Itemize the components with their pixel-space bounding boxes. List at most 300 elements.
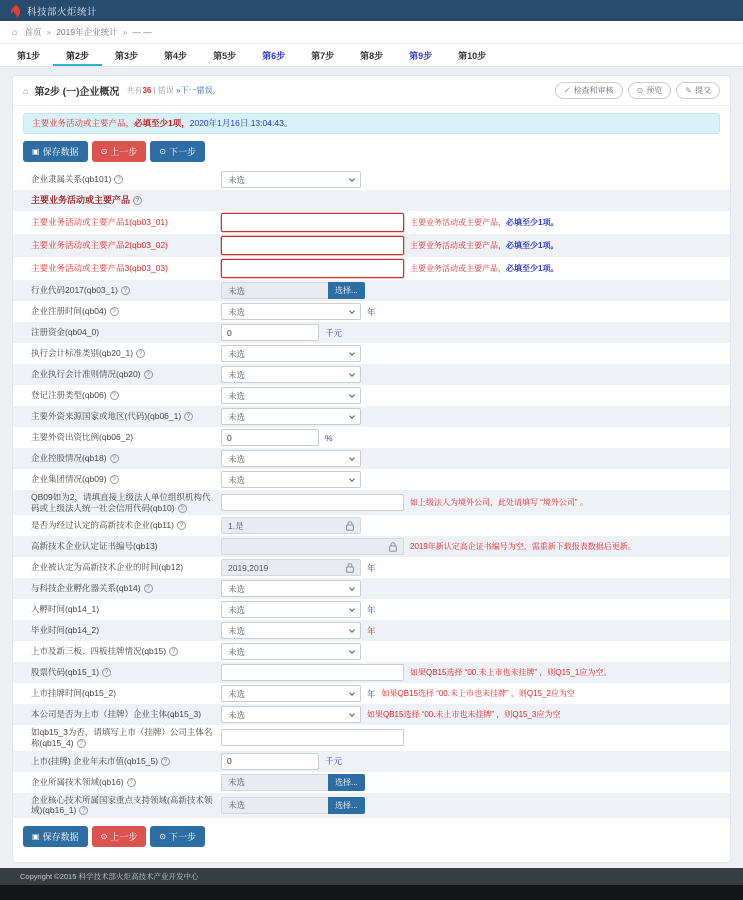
field-label-text: 主要业务活动或主要产品: [31, 194, 131, 205]
hint-text: 如果QB15选择 “00.未上市也未挂牌” ，则Q15_3应为空: [367, 709, 561, 719]
panel-header: [13, 76, 730, 106]
unit-label: 年: [367, 688, 376, 699]
footer-bottom-strip: [0, 885, 743, 900]
field-label-text: 企业集团情况(qb09): [31, 474, 107, 485]
prev-step-button-bottom[interactable]: [92, 826, 147, 847]
field-row-qb15_4: [13, 725, 730, 750]
hint-text: 如果QB15选择 “00.未上市也未挂牌” ，则Q15_2应为空: [381, 688, 575, 698]
selected-value: 未选: [228, 390, 246, 401]
field-label: [31, 263, 221, 274]
field-control: [221, 387, 720, 404]
field-hint: [410, 241, 558, 251]
field-row-qb20_1: [13, 343, 730, 364]
field-row-qb11: [13, 515, 730, 536]
field-label-text: 如qb15_3为否，请填写上市（挂牌）公司主体名称(qb15_4): [31, 727, 213, 748]
field-label-text: 行业代码2017(qb03_1): [31, 285, 118, 296]
field-label-text: 登记注册类型(qb06): [31, 390, 107, 401]
field-row-qb04: [13, 301, 730, 322]
tab-step-10[interactable]: 第10步: [458, 51, 487, 61]
field-row-qb04_0: [13, 322, 730, 343]
field-row-qb15_2: [13, 683, 730, 704]
unit-label: 年: [367, 625, 376, 636]
alert-text: 2020年1月16日 13:04:43。: [189, 118, 293, 128]
flame-logo-icon: [10, 4, 22, 18]
field-control: [221, 729, 720, 746]
field-row-qb15_1: [13, 662, 730, 683]
field-label-text: 与科技企业孵化器关系(qb14): [31, 583, 141, 594]
select-qb06[interactable]: [221, 387, 361, 404]
field-label: [31, 432, 221, 443]
field-label: [31, 474, 221, 485]
field-label-text: QB09如为2，请填直接上级法人单位组织机构代码或上级法人统一社会信用代码(qb10): [31, 492, 211, 513]
field-row-qb14_2: [13, 620, 730, 641]
field-label-text: 企业所属技术领域(qb16): [31, 776, 124, 787]
field-control: [221, 303, 720, 320]
field-label-text: 注册资金(qb04_0): [31, 327, 100, 338]
breadcrumb-home[interactable]: 首页: [24, 27, 42, 37]
hint-text: 如上级法人为境外公司，此处请填写 “境外公司” 。: [410, 497, 588, 507]
help-icon[interactable]: ?: [102, 668, 111, 677]
field-control: [221, 685, 720, 702]
field-row-qb15_5: [13, 751, 730, 772]
breadcrumb-separator: »: [46, 27, 52, 37]
selected-value: 未选: [228, 688, 246, 699]
prev-label: 上一步: [110, 147, 138, 158]
field-row-qb20: [13, 364, 730, 385]
picker-value-box: [221, 797, 328, 814]
select-qb15_3[interactable]: [221, 706, 361, 723]
save-data-button-bottom[interactable]: [23, 826, 88, 847]
select-qb15_2[interactable]: [221, 685, 361, 702]
tab-step-4[interactable]: 第4步: [164, 51, 188, 61]
field-row-qb15: [13, 641, 730, 662]
field-control: [221, 213, 720, 232]
field-control: [221, 429, 720, 446]
help-icon[interactable]: ?: [79, 806, 88, 815]
field-control: [221, 345, 720, 362]
help-icon[interactable]: ?: [169, 647, 178, 656]
input-qb03_03[interactable]: [221, 259, 404, 278]
lock-icon: [389, 542, 397, 552]
save-icon: ▣: [32, 147, 40, 157]
help-icon[interactable]: ?: [110, 391, 119, 400]
field-control: [221, 753, 720, 770]
next-step-button[interactable]: [150, 141, 205, 162]
selected-value: 未选: [228, 348, 246, 359]
field-hint: [410, 218, 558, 228]
save-data-button[interactable]: [23, 141, 88, 162]
help-icon[interactable]: ?: [178, 504, 187, 513]
prev-step-button[interactable]: [92, 141, 147, 162]
tab-step-6[interactable]: 第6步: [262, 51, 286, 61]
field-label-text: 入孵时间(qb14_1): [31, 604, 100, 615]
help-icon[interactable]: ?: [127, 778, 136, 787]
help-icon[interactable]: ?: [77, 739, 86, 748]
selected-value: 未选: [228, 604, 246, 615]
hint-text: 主要业务活动或主要产品，: [410, 263, 506, 273]
select-qb15[interactable]: [221, 643, 361, 660]
field-control: [221, 494, 720, 511]
lock-icon: [346, 521, 354, 531]
field-label-text: 本公司是否为上市（挂牌）企业主体(qb15_3): [31, 709, 202, 720]
field-label-text: 高新技术企业认定证书编号(qb13): [31, 541, 158, 552]
next-error-link[interactable]: »下一错误。: [176, 86, 221, 95]
chevron-down-icon: [349, 606, 355, 612]
picker-qb03_1: [221, 282, 365, 299]
section-row-qb03-section: [13, 190, 730, 211]
field-label: [31, 285, 221, 296]
selected-value: 未选: [228, 583, 246, 594]
field-control: [221, 408, 720, 425]
selected-value: 未选: [228, 625, 246, 636]
field-control: [221, 171, 720, 188]
submit-button[interactable]: [676, 82, 720, 99]
field-label-text: 企业被认定为高新技术企业的时间(qb12): [31, 562, 184, 573]
select-qb14_1[interactable]: [221, 601, 361, 618]
field-label-text: 主要业务活动或主要产品1(qb03_01): [31, 217, 168, 228]
panel-home-icon: ⌂: [23, 85, 29, 96]
tab-step-2[interactable]: 第2步: [53, 44, 102, 66]
error-summary-prefix: 共有: [126, 86, 143, 95]
field-label-text: 主要外资来源国家或地区(代码)(qb06_1): [31, 411, 182, 422]
top-toolbar: [23, 141, 720, 162]
select-qb14_2[interactable]: [221, 622, 361, 639]
field-label: [31, 174, 221, 185]
next-label: 下一步: [169, 831, 197, 842]
help-icon[interactable]: ?: [144, 584, 153, 593]
field-label: [31, 306, 221, 317]
field-control: [221, 580, 720, 597]
readonly-qb11: [221, 517, 361, 534]
unit-label: 千元: [325, 327, 343, 338]
chevron-down-icon: [349, 392, 355, 398]
alert-text: 必填至少1项，: [134, 118, 190, 128]
breadcrumb: [0, 21, 743, 44]
field-control: [221, 601, 720, 618]
step-tabs: [0, 44, 743, 67]
field-row-qb14: [13, 578, 730, 599]
field-row-qb14_1: [13, 599, 730, 620]
field-row-qb16: [13, 772, 730, 793]
hint-text: 主要业务活动或主要产品，: [410, 240, 506, 250]
next-step-button-bottom[interactable]: [150, 826, 205, 847]
field-hint: [410, 668, 611, 678]
field-label-text: 企业执行会计准则情况(qb20): [31, 369, 141, 380]
tab-step-5[interactable]: 第5步: [213, 51, 237, 61]
field-control: [221, 324, 720, 341]
picker-value-box: [221, 774, 328, 791]
help-icon[interactable]: ?: [144, 370, 153, 379]
readonly-value: 2019,2019: [228, 562, 269, 573]
field-label-text: 企业隶属关系(qb101): [31, 174, 112, 185]
readonly-qb12: [221, 559, 361, 576]
field-row-qb18: [13, 448, 730, 469]
field-label: [31, 327, 221, 338]
field-control: [221, 282, 720, 299]
hint-text: 必填至少1项。: [506, 263, 559, 273]
field-control: [221, 664, 720, 681]
chevron-down-icon: [349, 350, 355, 356]
save-icon: ▣: [32, 831, 40, 841]
field-label: [31, 562, 221, 573]
field-row-qb06_2: [13, 427, 730, 448]
field-label: [31, 583, 221, 594]
picker-qb16_1: [221, 797, 365, 814]
field-label: [31, 646, 221, 657]
help-icon[interactable]: ?: [114, 175, 123, 184]
field-control: [221, 797, 720, 814]
field-label: [31, 453, 221, 464]
field-label-text: 主要外资出资比例(qb06_2): [31, 432, 134, 443]
select-qb14[interactable]: [221, 580, 361, 597]
field-label: [31, 369, 221, 380]
error-count: 36: [142, 86, 152, 95]
picker-qb16: [221, 774, 365, 791]
input-qb03_02[interactable]: [221, 236, 404, 255]
help-icon[interactable]: ?: [136, 349, 145, 358]
tab-step-1[interactable]: 第1步: [17, 51, 41, 61]
validation-alert: [23, 113, 720, 134]
chevron-down-icon: [349, 690, 355, 696]
unit-label: 年: [367, 562, 376, 573]
field-label: [31, 688, 221, 699]
field-control: [221, 559, 720, 576]
unit-label: %: [325, 432, 333, 443]
picker-value: 未选: [228, 777, 246, 788]
field-row-qb12: [13, 557, 730, 578]
picker-value-box: [221, 282, 328, 299]
hint-text: 必填至少1项。: [506, 240, 559, 250]
field-row-qb13: [13, 536, 730, 557]
field-hint: [410, 542, 636, 552]
panel-title-wrap: [23, 83, 119, 98]
tab-step-9[interactable]: 第9步: [409, 51, 433, 61]
field-label-text: 主要业务活动或主要产品3(qb03_03): [31, 263, 168, 274]
chevron-down-icon: [349, 308, 355, 314]
field-control: [221, 450, 720, 467]
field-label: [31, 727, 221, 748]
field-label-text: 毕业时间(qb14_2): [31, 625, 100, 636]
check-audit-button[interactable]: [555, 82, 623, 99]
help-icon[interactable]: ?: [121, 286, 130, 295]
help-icon[interactable]: ?: [161, 757, 170, 766]
tab-step-8[interactable]: 第8步: [360, 51, 384, 61]
field-label: [31, 667, 221, 678]
selected-value: 未选: [228, 306, 246, 317]
field-control: [221, 774, 720, 791]
field-label: [31, 541, 221, 552]
select-qb06_1[interactable]: [221, 408, 361, 425]
field-row-qb16_1: [13, 793, 730, 818]
hint-text: 2019年新认定高企证书编号为空，需重新下载报表数据后更新。: [410, 541, 636, 551]
hint-text: 如果QB15选择 “00.未上市也未挂牌” ，则Q15_1应为空。: [410, 667, 612, 677]
field-control: [221, 259, 720, 278]
top-navbar: [0, 0, 743, 21]
chevron-down-icon: [349, 476, 355, 482]
chevron-down-icon: [349, 627, 355, 633]
field-row-qb10: [13, 490, 730, 515]
choose-button-qb16[interactable]: 选择...: [328, 774, 365, 791]
app-title: 科技部火炬统计: [27, 6, 98, 18]
field-label-text: 企业控股情况(qb18): [31, 453, 107, 464]
chevron-down-icon: [349, 711, 355, 717]
selected-value: 未选: [228, 453, 246, 464]
choose-button-qb03_1[interactable]: 选择...: [328, 282, 365, 299]
field-label-text: 股票代码(qb15_1): [31, 667, 100, 678]
submit-label: 提交: [695, 86, 711, 95]
chevron-down-icon: [349, 371, 355, 377]
footer: [0, 868, 743, 885]
next-icon: ⊙: [159, 831, 166, 841]
field-control: [221, 236, 720, 255]
field-row-qb15_3: [13, 704, 730, 725]
field-label: [31, 777, 221, 788]
field-row-qb09: [13, 469, 730, 490]
input-qb06_2[interactable]: [221, 429, 319, 446]
field-label: [31, 411, 221, 422]
field-row-qb03_1: [13, 280, 730, 301]
help-icon[interactable]: ?: [184, 412, 193, 421]
field-hint: [410, 264, 558, 274]
input-qb15_1[interactable]: [221, 664, 404, 681]
chevron-down-icon: [349, 176, 355, 182]
field-label-text: 企业注册时间(qb04): [31, 306, 107, 317]
breadcrumb-separator: »: [122, 27, 128, 37]
field-hint: [410, 498, 588, 508]
prev-icon: ⊙: [100, 831, 108, 841]
unit-label: 千元: [325, 756, 343, 767]
selected-value: 未选: [228, 411, 246, 422]
check-audit-label: 检查和审核: [573, 86, 614, 95]
chevron-down-icon: [349, 413, 355, 419]
field-hint: [382, 689, 575, 699]
field-row-qb03_02: [13, 234, 730, 257]
picker-value: 未选: [228, 285, 246, 296]
selected-value: 未选: [228, 369, 246, 380]
field-label: [31, 195, 150, 206]
picker-value: 未选: [228, 800, 246, 811]
check-icon: ✓: [563, 86, 571, 95]
input-qb03_01[interactable]: [221, 213, 404, 232]
panel-title: 第2步 (一)企业概况: [34, 87, 120, 98]
hint-text: 必填至少1项。: [506, 217, 559, 227]
form-rows: [13, 169, 730, 818]
field-label: [31, 625, 221, 636]
field-label: [31, 390, 221, 401]
save-label: 保存数据: [42, 147, 79, 158]
select-qb101[interactable]: [221, 171, 361, 188]
field-label: [31, 604, 221, 615]
field-label: [31, 795, 221, 816]
field-control: [221, 538, 720, 555]
breadcrumb-item-current: — —: [132, 27, 152, 37]
bottom-toolbar: [23, 826, 720, 847]
select-qb20_1[interactable]: [221, 345, 361, 362]
field-control: [221, 622, 720, 639]
unit-label: 年: [367, 604, 376, 615]
error-summary-middle: | 错误: [151, 86, 177, 95]
field-label-text: 上市(挂牌) 企业年末市值(qb15_5): [31, 755, 159, 766]
field-label-text: 上市挂牌时间(qb15_2): [31, 688, 117, 699]
help-icon[interactable]: ?: [110, 307, 119, 316]
select-qb04[interactable]: [221, 303, 361, 320]
field-row-qb06: [13, 385, 730, 406]
prev-label: 上一步: [110, 831, 138, 842]
select-qb09[interactable]: [221, 471, 361, 488]
input-qb15_5[interactable]: [221, 753, 319, 770]
prev-icon: ⊙: [100, 147, 108, 157]
choose-button-qb16_1[interactable]: 选择...: [328, 797, 365, 814]
field-control: [221, 706, 720, 723]
field-label: [31, 709, 221, 720]
panel-actions: [555, 82, 720, 99]
selected-value: 未选: [228, 174, 246, 185]
chevron-down-icon: [349, 648, 355, 654]
chevron-down-icon: [349, 585, 355, 591]
select-qb18[interactable]: [221, 450, 361, 467]
selected-value: 未选: [228, 709, 246, 720]
field-label-text: 是否为经过认定的高新技术企业(qb11): [31, 520, 174, 531]
input-qb15_4[interactable]: [221, 729, 404, 746]
field-row-qb03_01: [13, 211, 730, 234]
help-icon[interactable]: ?: [110, 454, 119, 463]
alert-text: 主要业务活动或主要产品，: [32, 118, 135, 128]
next-label: 下一步: [169, 147, 197, 158]
chevron-down-icon: [349, 455, 355, 461]
field-label: [31, 520, 221, 531]
field-label-text: 执行会计标准类别(qb20_1): [31, 348, 134, 359]
unit-label: 年: [367, 306, 376, 317]
field-label: [31, 492, 221, 513]
input-qb10[interactable]: [221, 494, 404, 511]
preview-label: 预览: [646, 86, 663, 95]
field-label-text: 主要业务活动或主要产品2(qb03_02): [31, 240, 168, 251]
field-label: [31, 756, 221, 767]
selected-value: 未选: [228, 474, 246, 485]
input-qb04_0[interactable]: [221, 324, 319, 341]
breadcrumb-item-survey[interactable]: 2019年企业统计: [56, 27, 118, 37]
help-icon[interactable]: ?: [110, 475, 119, 484]
field-control: [221, 643, 720, 660]
error-summary: [126, 85, 220, 96]
form-panel: [12, 75, 731, 863]
next-icon: ⊙: [159, 147, 166, 157]
field-control: [221, 366, 720, 383]
submit-icon: ✎: [685, 86, 692, 95]
tab-step-7[interactable]: 第7步: [311, 51, 335, 61]
copyright-text: Copyright ©2015 科学技术部火炬高技术产业开发中心: [20, 872, 199, 881]
field-label: [31, 348, 221, 359]
readonly-value: 1.是: [228, 520, 244, 531]
home-icon: ⌂: [12, 27, 18, 37]
help-icon[interactable]: ?: [177, 521, 186, 530]
field-control: [221, 471, 720, 488]
field-hint: [367, 710, 560, 720]
help-icon[interactable]: ?: [133, 196, 142, 205]
preview-button[interactable]: [628, 82, 672, 99]
field-row-qb101: [13, 169, 730, 190]
tab-step-3[interactable]: 第3步: [115, 51, 139, 61]
selected-value: 未选: [228, 646, 246, 657]
save-label: 保存数据: [42, 831, 79, 842]
field-label-text: 上市及新三板、四板挂牌情况(qb15): [31, 646, 167, 657]
preview-icon: ⊙: [636, 86, 644, 95]
field-row-qb06_1: [13, 406, 730, 427]
select-qb20[interactable]: [221, 366, 361, 383]
hint-text: 主要业务活动或主要产品，: [410, 217, 506, 227]
field-control: [221, 517, 720, 534]
field-label: [31, 240, 221, 251]
